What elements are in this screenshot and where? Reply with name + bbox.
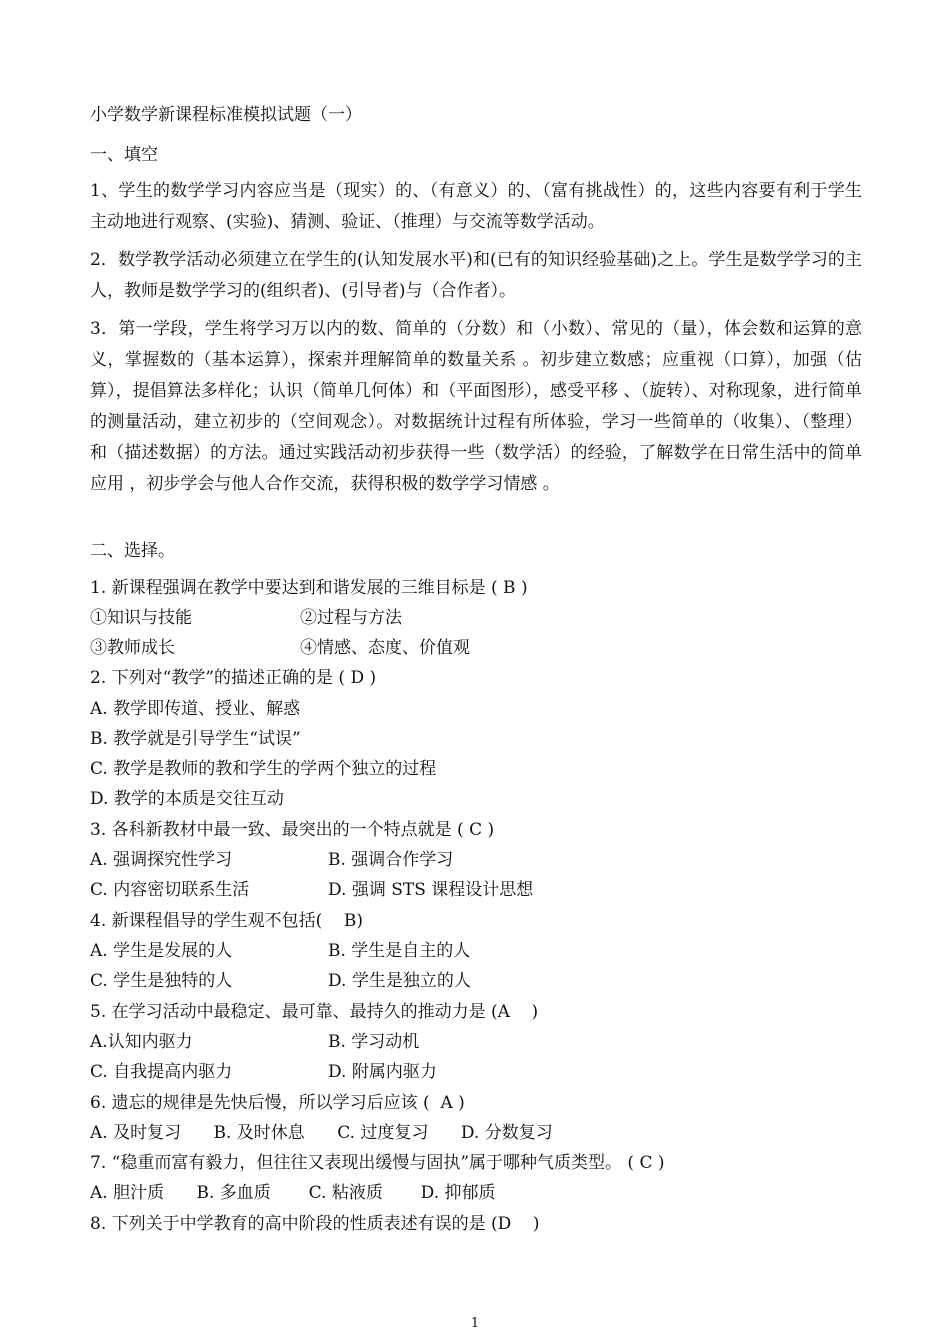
section-heading-choice: 二、选择。 bbox=[90, 541, 175, 561]
choice-option: C. 内容密切联系生活 bbox=[90, 880, 250, 900]
choice-question-4: 4. 新课程倡导的学生观不包括( B) bbox=[90, 911, 363, 931]
choice-option: D. 强调 STS 课程设计思想 bbox=[328, 880, 534, 900]
choice-question-7: 7. “稳重而富有毅力，但往往又表现出缓慢与固执”属于哪种气质类型。 ( C ) bbox=[90, 1153, 665, 1173]
choice-option: D. 学生是独立的人 bbox=[328, 971, 471, 991]
fill-question-1: 1、学生的数学学习内容应当是（现实）的、（有意义）的、（富有挑战性）的，这些内容要有利于学生主动地进行观察、(实验)、猜测、验证、（推理）与交流等数学活动。 bbox=[90, 181, 862, 232]
choice-option: A. 教学即传道、授业、解惑 bbox=[90, 699, 301, 719]
choice-option: D. 附属内驱力 bbox=[328, 1062, 437, 1082]
choice-option: B. 强调合作学习 bbox=[328, 850, 454, 870]
choice-question-2: 2. 下列对“教学”的描述正确的是 ( D ) bbox=[90, 668, 377, 688]
choice-option: B. 教学就是引导学生“试误” bbox=[90, 729, 301, 749]
choice-option: B. 学生是自主的人 bbox=[328, 941, 471, 961]
choice-option: A.认知内驱力 bbox=[90, 1032, 193, 1052]
choice-option: C. 自我提高内驱力 bbox=[90, 1062, 233, 1082]
choice-option: ③教师成长 bbox=[90, 638, 175, 658]
fill-question-3: 3．第一学段，学生将学习万以内的数、简单的（分数）和（小数）、常见的（量），体会数和运算的意义，掌握数的（基本运算），探索并理解简单的数量关系 。初步建立数感；应重视（口算），加强（估算），提倡算法多样化；认识（简单几何体）和（平面图形），感受平移 、（旋转）、对称现象，进行简单的测量活动，建立初步的（空间观念）。对数据统计过程有所体验，学习一些简单的（收集）、（整理）和（描述数据）的方法。通过实践活动初步获得一些（数学活）的经验，了解数学在日常生活中的简单应用 ，初步学会与他人合作交流，获得积极的数学学习情感 。 bbox=[90, 319, 862, 494]
choice-question-6: 6. 遗忘的规律是先快后慢，所以学习后应该 ( A ) bbox=[90, 1093, 465, 1113]
choice-option: A. 学生是发展的人 bbox=[90, 941, 233, 961]
choice-options-row: A. 及时复习 B. 及时休息 C. 过度复习 D. 分数复习 bbox=[90, 1123, 553, 1143]
choice-option: D. 教学的本质是交往互动 bbox=[90, 789, 284, 809]
choice-option: ①知识与技能 bbox=[90, 608, 192, 628]
choice-options-row: A. 胆汁质 B. 多血质 C. 粘液质 D. 抑郁质 bbox=[90, 1183, 496, 1203]
doc-title: 小学数学新课程标准模拟试题（一） bbox=[90, 105, 362, 125]
page-number: 1 bbox=[470, 1316, 480, 1331]
fill-question-2: 2．数学教学活动必须建立在学生的(认知发展水平)和(已有的知识经验基础)之上。学生是数学学习的主人，教师是数学学习的(组织者)、(引导者)与（合作者）。 bbox=[90, 250, 862, 301]
choice-option: ④情感、态度、价值观 bbox=[300, 638, 470, 658]
choice-option: C. 学生是独特的人 bbox=[90, 971, 233, 991]
section-heading-fill: 一、填空 bbox=[90, 145, 158, 165]
choice-question-8: 8. 下列关于中学教育的高中阶段的性质表述有误的是 (D ) bbox=[90, 1214, 540, 1234]
choice-option: A. 强调探究性学习 bbox=[90, 850, 233, 870]
choice-option: B. 学习动机 bbox=[328, 1032, 420, 1052]
choice-question-5: 5. 在学习活动中最稳定、最可靠、最持久的推动力是 (A ) bbox=[90, 1002, 539, 1022]
choice-option: C. 教学是教师的教和学生的学两个独立的过程 bbox=[90, 759, 437, 779]
choice-option: ②过程与方法 bbox=[300, 608, 402, 628]
choice-question-3: 3. 各科新教材中最一致、最突出的一个特点就是 ( C ) bbox=[90, 820, 495, 840]
choice-question-1: 1. 新课程强调在教学中要达到和谐发展的三维目标是 ( B ) bbox=[90, 578, 528, 598]
